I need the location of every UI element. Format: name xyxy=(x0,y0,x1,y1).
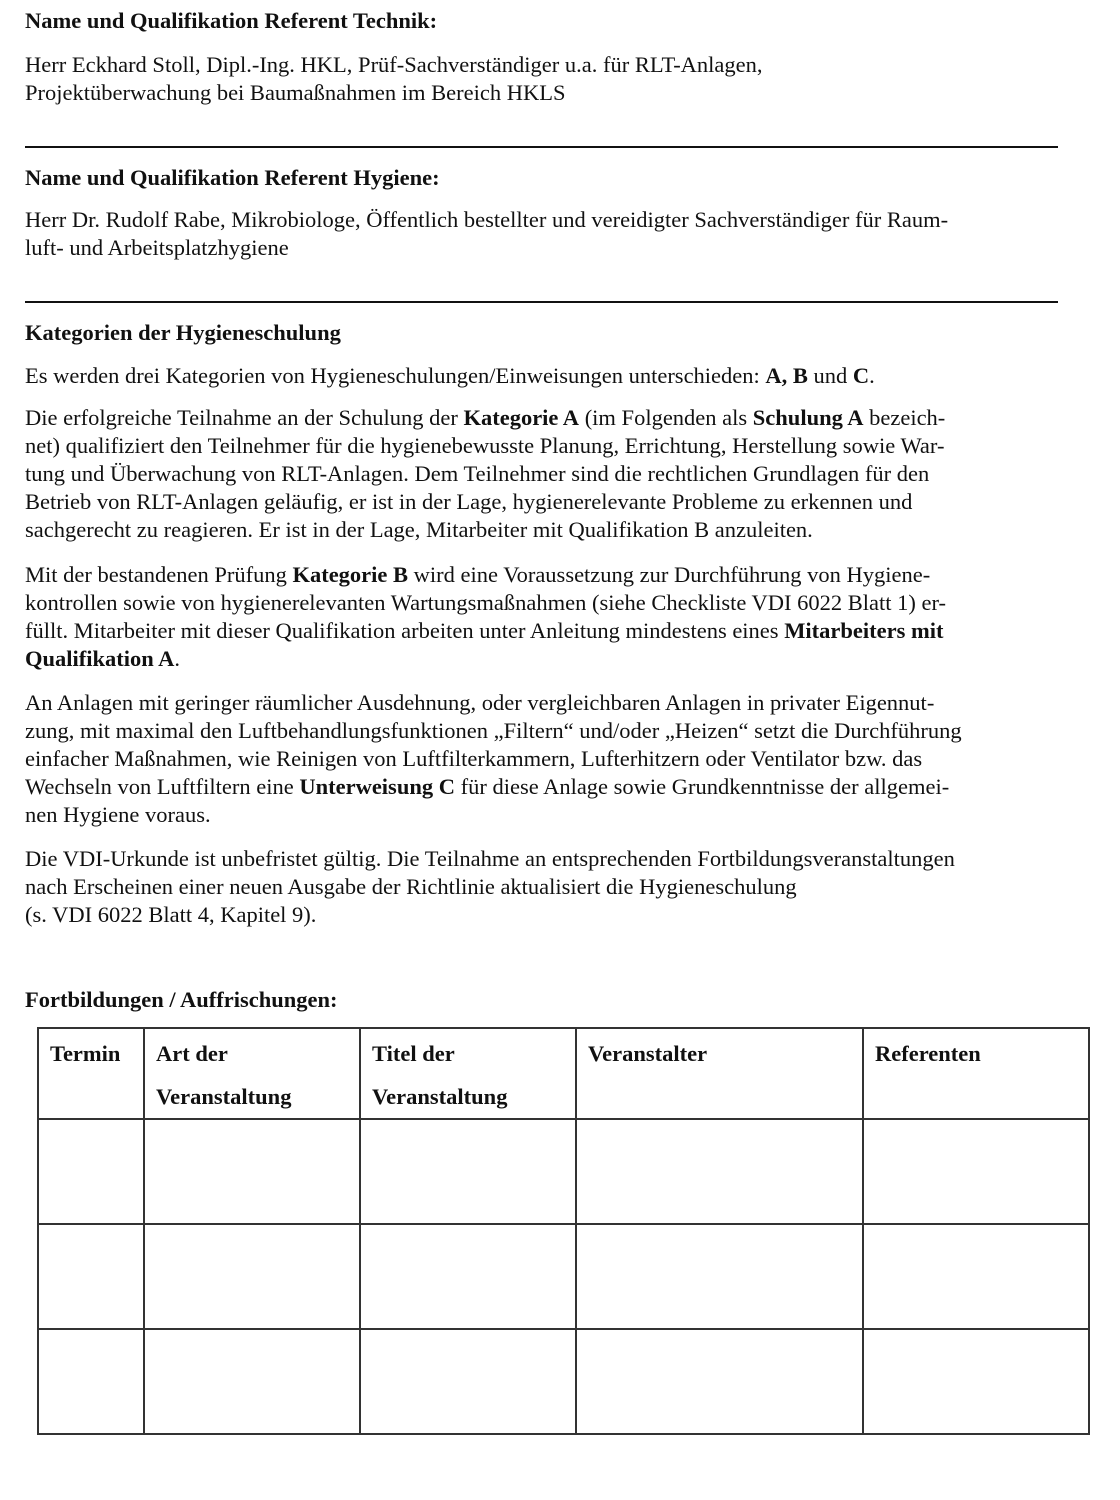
text-line: (s. VDI 6022 Blatt 4, Kapitel 9). xyxy=(25,902,317,927)
bold-run: Schulung A xyxy=(752,405,864,430)
text-line: Die VDI-Urkunde ist unbefristet gültig. Die Teilnahme an entsprechenden Fortbildungsveranstaltungen xyxy=(25,846,955,871)
column-header-referenten xyxy=(863,1028,1089,1119)
table-cell-veranstalter[interactable] xyxy=(576,1119,863,1224)
heading-referent-technik: Name und Qualifikation Referent Technik: xyxy=(25,8,438,33)
table-cell-referenten[interactable] xyxy=(863,1329,1089,1434)
header-text: Referenten xyxy=(875,1041,981,1066)
text-line: Herr Dr. Rudolf Rabe, Mikrobiologe, Öffentlich bestellter und vereidigter Sachverständiger für Raum- xyxy=(25,207,949,232)
kategorie-a-paragraph xyxy=(25,404,1065,544)
text-line: net) qualifiziert den Teilnehmer für die hygienebewusste Planung, Errichtung, Herstellung sowie War- xyxy=(25,433,945,458)
table-cell-art[interactable] xyxy=(144,1224,360,1329)
bold-run: Mitarbeiters mit xyxy=(784,618,944,643)
referent-hygiene-text xyxy=(25,206,1065,262)
bold-run: Unterweisung C xyxy=(299,774,455,799)
text-line: nach Erscheinen einer neuen Ausgabe der Richtlinie aktualisiert die Hygieneschulung xyxy=(25,874,797,899)
header-text: Veranstalter xyxy=(588,1041,708,1066)
text-run: Wechseln von Luftfiltern eine xyxy=(25,774,300,799)
text-line: tung und Überwachung von RLT-Anlagen. Dem Teilnehmer sind die rechtlichen Grundlagen für den xyxy=(25,461,930,486)
text-run: Es werden drei Kategorien von Hygieneschulungen/Einweisungen unterschieden: xyxy=(25,363,766,388)
header-text: Veranstaltung xyxy=(156,1084,292,1109)
text-run: für diese Anlage sowie Grundkenntnisse der allgemei- xyxy=(454,774,950,799)
table-cell-termin[interactable] xyxy=(38,1119,144,1224)
bold-run: A, B xyxy=(765,363,808,388)
text-line: Betrieb von RLT-Anlagen geläufig, er ist in der Lage, hygienerelevante Probleme zu erkennen und xyxy=(25,489,913,514)
table-row xyxy=(38,1224,1089,1329)
table-cell-art[interactable] xyxy=(144,1329,360,1434)
text-line: nen Hygiene voraus. xyxy=(25,802,211,827)
divider xyxy=(25,301,1058,303)
text-line xyxy=(25,362,1065,390)
text-run: füllt. Mitarbeiter mit dieser Qualifikation arbeiten unter Anleitung mindestens eines xyxy=(25,618,785,643)
text-line xyxy=(25,617,1065,645)
table-cell-veranstalter[interactable] xyxy=(576,1329,863,1434)
kategorie-c-paragraph xyxy=(25,689,1065,829)
header-text: Art der xyxy=(156,1041,228,1066)
text-run: Mit der bestandenen Prüfung xyxy=(25,562,293,587)
fortbildungen-table xyxy=(37,1027,1090,1435)
column-header-art xyxy=(144,1028,360,1119)
text-run: Die erfolgreiche Teilnahme an der Schulung der xyxy=(25,405,464,430)
text-run: . xyxy=(174,646,181,671)
text-line: sachgerecht zu reagieren. Er ist in der Lage, Mitarbeiter mit Qualifikation B anzuleiten. xyxy=(25,517,813,542)
text-run: . xyxy=(869,363,875,388)
table-cell-art[interactable] xyxy=(144,1119,360,1224)
text-line: zung, mit maximal den Luftbehandlungsfunktionen „Filtern“ und/oder „Heizen“ setzt die Durchführung xyxy=(25,718,962,743)
table-cell-titel[interactable] xyxy=(360,1329,576,1434)
text-line xyxy=(25,645,1065,673)
bold-run: C xyxy=(852,363,870,388)
text-line: luft- und Arbeitsplatzhygiene xyxy=(25,235,289,260)
text-run: wird eine Voraussetzung zur Durchführung von Hygiene- xyxy=(408,562,931,587)
kategorien-intro xyxy=(25,362,1065,390)
heading-kategorien: Kategorien der Hygieneschulung xyxy=(25,320,341,345)
text-run: (im Folgenden als xyxy=(579,405,753,430)
kategorie-b-paragraph xyxy=(25,561,1065,673)
table-cell-referenten[interactable] xyxy=(863,1119,1089,1224)
text-line: Herr Eckhard Stoll, Dipl.-Ing. HKL, Prüf-Sachverständiger u.a. für RLT-Anlagen, xyxy=(25,52,763,77)
table-header-row xyxy=(38,1028,1089,1119)
text-run: und xyxy=(807,363,853,388)
text-line xyxy=(25,404,1065,432)
heading-referent-hygiene: Name und Qualifikation Referent Hygiene: xyxy=(25,165,440,190)
text-line: kontrollen sowie von hygienerelevanten Wartungsmaßnahmen (siehe Checkliste VDI 6022 Blatt 1) er- xyxy=(25,590,947,615)
table-cell-termin[interactable] xyxy=(38,1224,144,1329)
table-cell-titel[interactable] xyxy=(360,1224,576,1329)
table-cell-titel[interactable] xyxy=(360,1119,576,1224)
column-header-veranstalter xyxy=(576,1028,863,1119)
text-line: An Anlagen mit geringer räumlicher Ausdehnung, oder vergleichbaren Anlagen in privater Eigennut- xyxy=(25,690,935,715)
heading-fortbildungen: Fortbildungen / Auffrischungen: xyxy=(25,987,338,1012)
table-cell-termin[interactable] xyxy=(38,1329,144,1434)
header-text: Termin xyxy=(50,1041,121,1066)
table-cell-referenten[interactable] xyxy=(863,1224,1089,1329)
bold-run: Kategorie B xyxy=(292,562,409,587)
table-row xyxy=(38,1119,1089,1224)
text-line xyxy=(25,773,1065,801)
bold-run: Qualifikation A xyxy=(25,646,175,671)
bold-run: Kategorie A xyxy=(463,405,580,430)
header-text: Veranstaltung xyxy=(372,1084,508,1109)
text-line: Projektüberwachung bei Baumaßnahmen im Bereich HKLS xyxy=(25,80,566,105)
header-text: Titel der xyxy=(372,1041,455,1066)
text-line xyxy=(25,561,1065,589)
text-run: bezeich- xyxy=(863,405,946,430)
urkunde-paragraph xyxy=(25,845,1065,929)
table-cell-veranstalter[interactable] xyxy=(576,1224,863,1329)
column-header-titel xyxy=(360,1028,576,1119)
referent-technik-text xyxy=(25,51,1065,107)
divider xyxy=(25,146,1058,148)
text-line: einfacher Maßnahmen, wie Reinigen von Luftfilterkammern, Lufterhitzern oder Ventilator bzw. das xyxy=(25,746,923,771)
column-header-termin xyxy=(38,1028,144,1119)
table-row xyxy=(38,1329,1089,1434)
